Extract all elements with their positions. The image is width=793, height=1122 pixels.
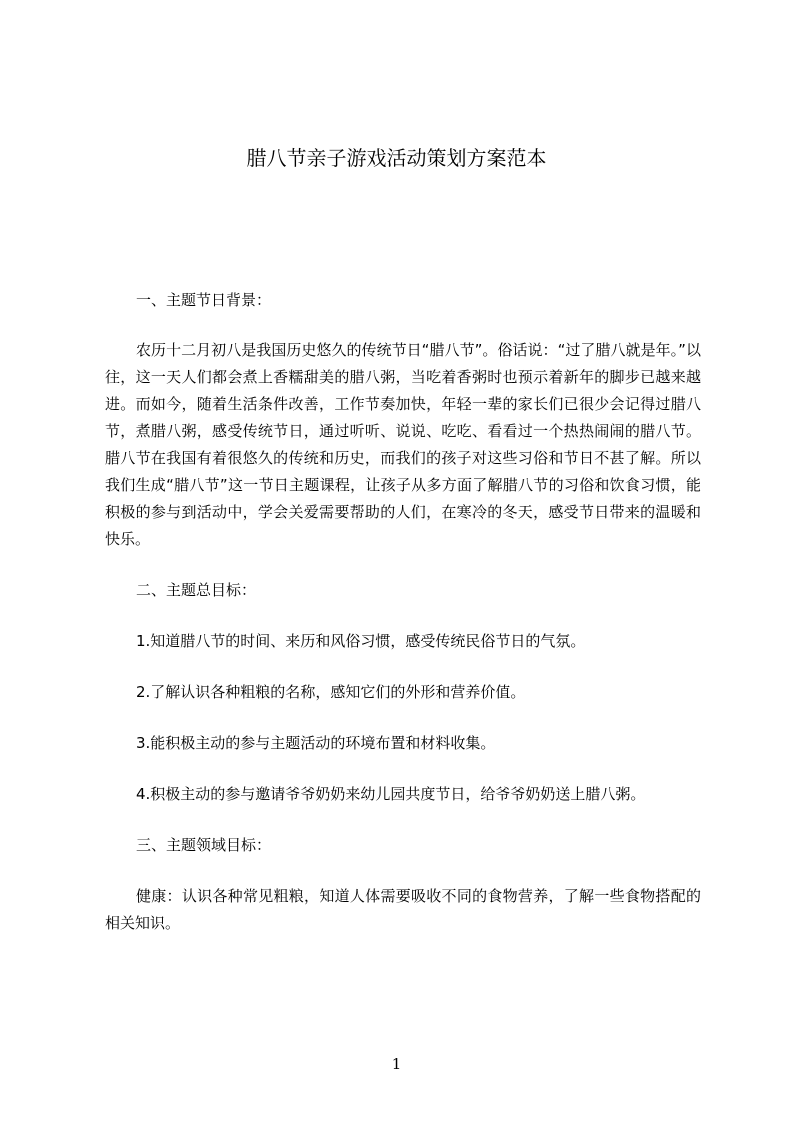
document-body [105, 287, 701, 937]
page-number: 1 [391, 1055, 402, 1073]
page-title: 腊八节亲子游戏活动策划方案范本 [246, 146, 547, 170]
section-paragraph-health: 健康：认识各种常见粗粮，知道人体需要吸收不同的食物营养，了解一些食物搭配的相关知识。 [105, 887, 701, 932]
goal-item-4: 4.积极主动的参与邀请爷爷奶奶来幼儿园共度节日，给爷爷奶奶送上腊八粥。 [136, 785, 646, 803]
goal-item-1: 1.知道腊八节的时间、来历和风俗习惯，感受传统民俗节日的气氛。 [136, 632, 586, 650]
section-heading-overall-goals: 二、主题总目标： [136, 581, 257, 599]
section-heading-domain-goals: 三、主题领域目标： [136, 836, 272, 854]
section-heading-background: 一、主题节日背景： [136, 291, 272, 309]
goal-item-2: 2.了解认识各种粗粮的名称，感知它们的外形和营养价值。 [136, 683, 526, 701]
goal-item-3: 3.能积极主动的参与主题活动的环境布置和材料收集。 [136, 734, 496, 752]
section-paragraph-background: 农历十二月初八是我国历史悠久的传统节日“腊八节”。俗话说：“过了腊八就是年。”以往，这一天人们都会煮上香糯甜美的腊八粥，当吃着香粥时也预示着新年的脚步已越来越进。而如今，随着生活条件改善，工作节奏加快，年轻一辈的家长们已很少会记得过腊八节，煮腊八粥，感受传统节日，通过听听、说说、吃吃、看看过一个热热闹闹的腊八节。腊八节在我国有着很悠久的传统和历史，而我们的孩子对这些习俗和节日不甚了解。所以我们生成“腊八节”这一节日主题课程，让孩子从多方面了解腊八节的习俗和饮食习惯，能积极的参与到活动中，学会关爱需要帮助的人们，在寒冷的冬天，感受节日带来的温暖和快乐。 [105, 341, 701, 548]
